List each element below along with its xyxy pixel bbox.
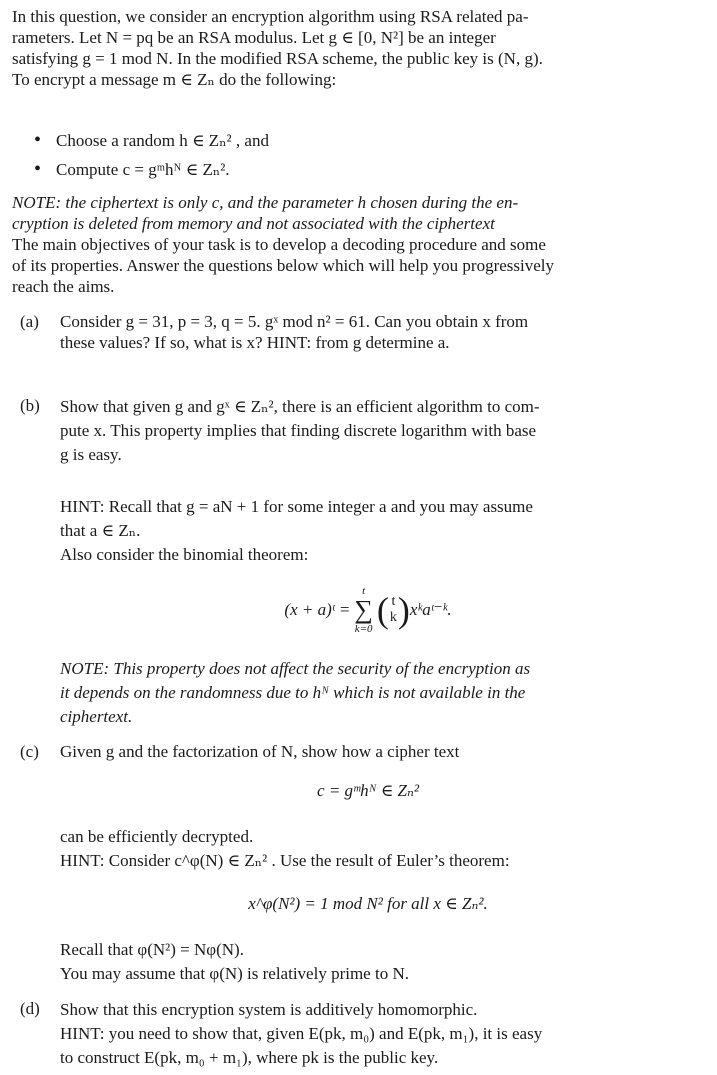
intro-paragraph (12, 6, 676, 90)
main-line: reach the aims. (12, 277, 115, 296)
part-b-hint (60, 495, 676, 567)
binom-top: t (391, 594, 396, 609)
part-a-line: Consider g = 31, p = 3, q = 5. gˣ mod n² = 61. Can you obtain x from (60, 312, 529, 331)
c-line: HINT: Consider c^φ(N) ∈ Zₙ² . Use the result of Euler’s theorem: (60, 851, 510, 870)
hint-line: that a ∈ Zₙ. (60, 521, 141, 540)
binomial-theorem-formula (60, 575, 676, 645)
step-compute-c: • Compute c = gᵐhᴺ ∈ Zₙ². (34, 155, 676, 184)
part-b-note (60, 657, 676, 729)
part-b-line: pute x. This property implies that finding discrete logarithm with base (60, 421, 537, 440)
recall-line: You may assume that φ(N) is relatively prime to N. (60, 964, 409, 983)
euler-formula: x^φ(N²) = 1 mod N² for all x ∈ Zₙ². (248, 894, 488, 913)
ciphertext-note (12, 192, 676, 234)
part-a (12, 311, 676, 353)
hint-line: Also consider the binomial theorem: (60, 545, 309, 564)
part-d-line: HINT: you need to show that, given E(pk, m₀) and E(pk, m₁), it is easy (60, 1024, 543, 1043)
c-line: can be efficiently decrypted. (60, 827, 254, 846)
encryption-steps (12, 126, 676, 184)
part-c (12, 741, 676, 986)
b-note-line: ciphertext. (60, 707, 133, 726)
part-c-line: Given g and the factorization of N, show how a cipher text (60, 742, 460, 761)
part-c-recall (60, 938, 676, 986)
objectives-paragraph (12, 234, 676, 297)
note-line: cryption is deleted from memory and not associated with the ciphertext (12, 214, 495, 233)
sigma-symbol: ∑ (354, 595, 373, 624)
part-a-line: these values? If so, what is x? HINT: from g determine a. (60, 333, 450, 352)
sum-upper: t (362, 585, 366, 597)
hint-line: HINT: Recall that g = aN + 1 for some integer a and you may assume (60, 497, 533, 516)
part-b-label: (b) (20, 396, 40, 415)
sum-lower: k=0 (354, 623, 373, 635)
summation (354, 585, 373, 635)
part-d-label: (d) (20, 999, 40, 1018)
intro-line: To encrypt a message m ∈ Zₙ do the following: (12, 70, 337, 89)
part-b-line: g is easy. (60, 445, 122, 464)
part-d (12, 998, 676, 1070)
binomial-lhs: (x + a)ᵗ = (284, 600, 351, 619)
part-d-line: Show that this encryption system is additively homomorphic. (60, 1000, 478, 1019)
b-note-line: NOTE: This property does not affect the security of the encryption as (60, 659, 531, 678)
intro-line: rameters. Let N = pq be an RSA modulus. Let g ∈ [0, N²] be an integer (12, 28, 496, 47)
part-b (12, 395, 676, 729)
part-a-label: (a) (20, 312, 39, 331)
part-d-line: to construct E(pk, m₀ + m₁), where pk is the public key. (60, 1048, 439, 1067)
main-line: of its properties. Answer the questions below which will help you progressively (12, 256, 555, 275)
recall-line: Recall that φ(N²) = Nφ(N). (60, 940, 244, 959)
main-line: The main objectives of your task is to develop a decoding procedure and some (12, 235, 546, 254)
part-c-hint (60, 825, 676, 873)
intro-line: In this question, we consider an encryption algorithm using RSA related pa- (12, 7, 529, 26)
binom-bottom: k (389, 610, 397, 625)
note-line: NOTE: the ciphertext is only c, and the parameter h chosen during the en- (12, 193, 519, 212)
part-b-line: Show that given g and gˣ ∈ Zₙ², there is an efficient algorithm to com- (60, 397, 540, 416)
ciphertext-formula: c = gᵐhᴺ ∈ Zₙ² (317, 781, 419, 800)
binomial-coefficient: ( t k ) (376, 590, 410, 630)
question-document (12, 6, 676, 1070)
part-c-label: (c) (20, 742, 39, 761)
b-note-line: it depends on the randomness due to hᴺ which is not available in the (60, 683, 526, 702)
binomial-rhs: xᵏaᵗ⁻ᵏ. (409, 600, 452, 619)
intro-line: satisfying g = 1 mod N. In the modified RSA scheme, the public key is (N, g). (12, 49, 543, 68)
step-choose-h: • Choose a random h ∈ Zₙ² , and (34, 126, 676, 155)
